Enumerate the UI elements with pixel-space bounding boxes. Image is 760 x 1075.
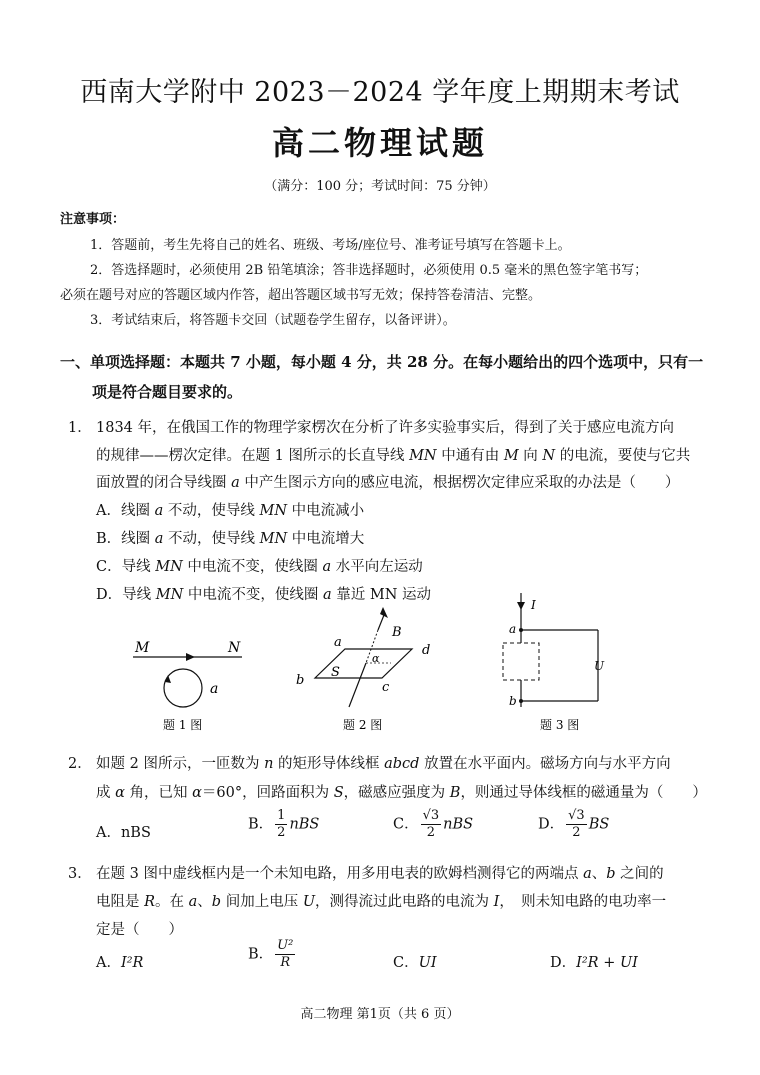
exam-meta: （满分：100 分；考试时间：75 分钟） xyxy=(264,179,496,194)
figure-1 xyxy=(133,640,242,732)
notice-item-2-cont: 必须在题号对应的答题区域内作答，超出答题区域书写无效；保持答卷清洁、完整。 xyxy=(60,288,542,303)
label-field-b: B xyxy=(392,625,402,640)
q1-option-a: A．线圈 a 不动，使导线 MN 中电流减小 xyxy=(96,503,365,519)
q3-option-a: A．I²R xyxy=(96,955,144,971)
unknown-circuit-box xyxy=(503,643,539,680)
q2-line2: 成 α 角，已知 α＝60°，回路面积为 S，磁感应强度为 B，则通过导体线框的磁通量为（ ） xyxy=(96,785,707,801)
q3-line2: 电阻是 R。在 a、b 间加上电压 U，测得流过此电路的电流为 I， 则未知电路的电功率一 xyxy=(96,894,667,910)
q1-number: 1． xyxy=(68,420,92,436)
q3-line3: 定是（ ） xyxy=(96,922,183,938)
figures-row xyxy=(0,585,760,745)
frame-abcd xyxy=(315,649,412,678)
q3-option-b: B． $\frac{\text{U²}}{R}$ xyxy=(248,938,294,970)
exam-title: 西南大学附中 2023－2024 学年度上期期末考试 xyxy=(80,77,680,108)
figure-3 xyxy=(503,593,605,732)
q1-line3: 面放置的闭合导线圈 a 中产生图示方向的感应电流，根据楞次定律应采取的办法是（ ） xyxy=(96,475,680,491)
page-footer: 高二物理 第1页（共 6 页） xyxy=(300,1007,460,1022)
label-frame-d: d xyxy=(422,643,431,658)
label-current-i: I xyxy=(531,598,536,612)
label-area-s: S xyxy=(331,665,340,680)
q2-option-a: A．nBS xyxy=(96,825,151,841)
q2-option-b: B． $\frac{1}{2}$ nBS xyxy=(248,808,320,840)
q3-line1: 在题 3 图中虚线框内是一个未知电路，用多用电表的欧姆档测得它的两端点 a、b 之间的 xyxy=(96,866,664,882)
notice-item-3: 3．考试结束后，将答题卡交回（试题卷学生留存，以备评讲）。 xyxy=(90,313,456,328)
q2-option-c: C． $\frac{√3}{2}$ nBS xyxy=(393,808,474,840)
q1-option-d: D．导线 MN 中电流不变，使线圈 a 靠近 MN 运动 xyxy=(96,587,432,603)
q3-option-c: C．UI xyxy=(393,955,437,971)
label-voltage-u: U xyxy=(594,659,605,673)
label-terminal-b: b xyxy=(509,694,517,708)
q1-line1: 1834 年，在俄国工作的物理学家楞次在分析了许多实验事实后，得到了关于感应电流方向 xyxy=(96,420,675,436)
label-m: M xyxy=(135,640,150,656)
q3-option-d: D．I²R + UI xyxy=(550,955,638,971)
notice-item-1: 1．答题前，考生先将自己的姓名、班级、考场/座位号、准考证号填写在答题卡上。 xyxy=(90,238,571,253)
label-n: N xyxy=(228,640,241,656)
fig1-caption: 题 1 图 xyxy=(163,718,203,732)
coil-a xyxy=(164,669,202,707)
figure-2 xyxy=(296,607,430,732)
current-arrow-i xyxy=(517,602,525,610)
label-coil-a: a xyxy=(210,681,219,697)
q1-option-c: C．导线 MN 中电流不变，使线圈 a 水平向左运动 xyxy=(96,559,423,575)
q1-option-b: B．线圈 a 不动，使导线 MN 中电流增大 xyxy=(96,531,365,547)
q2-option-d: D． $\frac{√3}{2}$ BS xyxy=(538,808,610,840)
q2-number: 2． xyxy=(68,756,92,772)
notice-item-2: 2．答选择题时，必须使用 2B 铅笔填涂；答非选择题时，必须使用 0.5 毫米的黑色签字笔书写； xyxy=(90,263,648,278)
field-line-top xyxy=(378,615,384,630)
notice-heading: 注意事项： xyxy=(60,212,126,227)
section-heading-line1: 一、单项选择题：本题共 7 小题，每小题 4 分，共 28 分。在每小题给出的四个选项中，只有一 xyxy=(60,353,704,371)
q2-line1: 如题 2 图所示，一匝数为 n 的矩形导体线框 abcd 放置在水平面内。磁场方向与水平方向 xyxy=(96,756,671,772)
q1-line2: 的规律——楞次定律。在题 1 图所示的长直导线 MN 中通有由 M 向 N 的电流，要使与它共 xyxy=(96,448,691,464)
label-frame-b: b xyxy=(296,673,305,688)
fig2-caption: 题 2 图 xyxy=(343,718,383,732)
exam-subject: 高二物理试题 xyxy=(271,124,488,162)
q3-number: 3． xyxy=(68,866,92,882)
section-heading-line2: 项是符合题目要求的。 xyxy=(92,383,243,401)
label-terminal-a: a xyxy=(509,622,517,636)
label-frame-a: a xyxy=(334,635,342,650)
fig3-caption: 题 3 图 xyxy=(540,718,580,732)
label-frame-c: c xyxy=(382,680,390,695)
field-line-bottom xyxy=(349,663,366,707)
label-alpha: α xyxy=(372,652,380,665)
current-arrow xyxy=(186,653,195,661)
